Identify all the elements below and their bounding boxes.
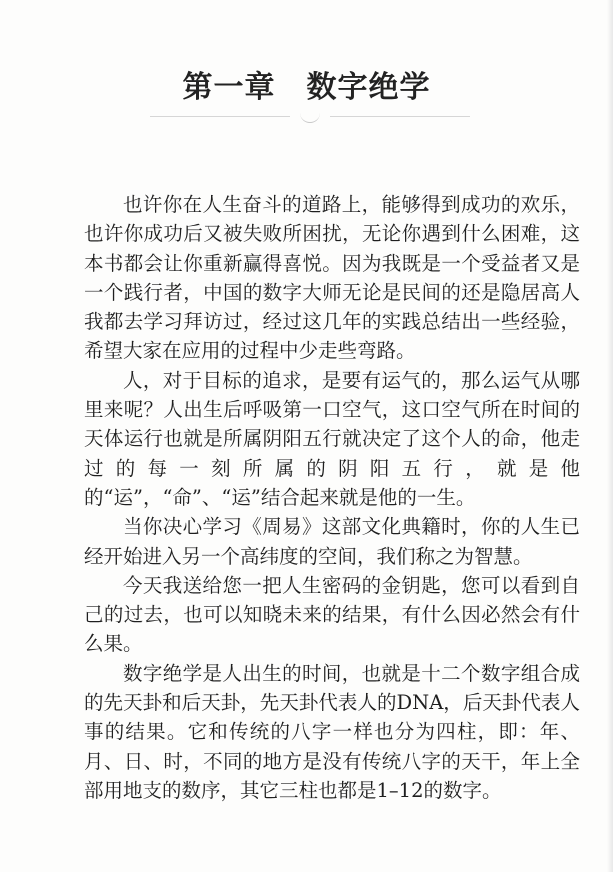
ornament-line-right (330, 116, 470, 117)
paragraph: 人，对于目标的追求，是要有运气的，那么运气从哪里来呢？人出生后呼吸第一口空气，这口空气所在时间的天体运行也就是所属阴阳五行就决定了这个人的命，他走过的每一刻所属的阴阳五行，就是他的“运”，“命”、“运”结合起来就是他的一生。 (84, 368, 580, 509)
paragraph: 当你决心学习《周易》这部文化典籍时，你的人生已经开始进入另一个高纬度的空间，我们称之为智慧。 (84, 515, 580, 568)
title-ornament (150, 108, 470, 124)
paragraph: 也许你在人生奋斗的道路上，能够得到成功的欢乐，也许你成功后又被失败所困扰，无论你遇到什么困难，这本书都会让你重新赢得喜悦。因为我既是一个受益者又是一个践行者，中国的数字大师无论是民间的还是隐居高人我都去学习拜访过，经过这几年的实践总结出一些经验，希望大家在应用的过程中少走些弯路。 (84, 193, 580, 363)
ornament-line-left (150, 116, 290, 117)
ornament-flourish (300, 110, 320, 123)
paragraph: 今天我送给您一把人生密码的金钥匙，您可以看到自己的过去，也可以知晓未来的结果，有什么因必然会有什么果。 (84, 573, 580, 656)
paragraph: 数字绝学是人出生的时间，也就是十二个数字组合成的先天卦和后天卦，先天卦代表人的DNA，后天卦代表人事的结果。它和传统的八字一样也分为四柱，即：年、月、日、时，不同的地方是没有传统八字的天干，年上全部用地支的数序，其它三柱也都是1–12的数字。 (84, 661, 580, 802)
page-edge-shadow (607, 0, 613, 872)
chapter-title: 第一章 数字绝学 (182, 70, 431, 105)
chapter-body (84, 190, 580, 805)
